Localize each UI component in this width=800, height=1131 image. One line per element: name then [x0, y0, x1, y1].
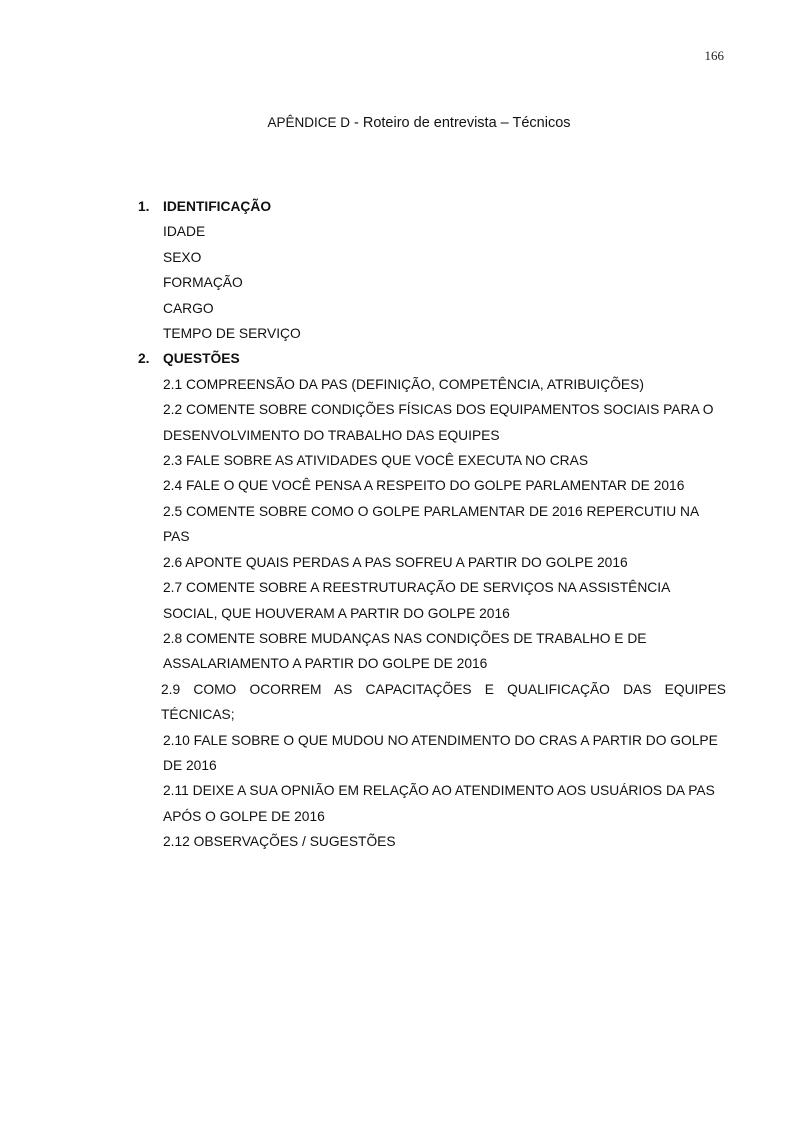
appendix-subtitle: Roteiro de entrevista – Técnicos: [362, 115, 571, 131]
interview-guide: [138, 194, 726, 855]
section-number: 1.: [138, 199, 150, 214]
list-item: 2.12 OBSERVAÇÕES / SUGESTÕES: [163, 834, 396, 850]
list-item: 2.5 COMENTE SOBRE COMO O GOLPE PARLAMENTAR DE 2016 REPERCUTIU NA PAS: [163, 503, 699, 545]
list-item: 2.8 COMENTE SOBRE MUDANÇAS NAS CONDIÇÕES DE TRABALHO E DE ASSALARIAMENTO A PARTIR DO GOLPE DE 2016: [163, 630, 647, 672]
list-item: 2.10 FALE SOBRE O QUE MUDOU NO ATENDIMENTO DO CRAS A PARTIR DO GOLPE DE 2016: [163, 732, 718, 773]
list-item: 2.9 COMO OCORREM AS CAPACITAÇÕES E QUALIFICAÇÃO DAS EQUIPES TÉCNICAS;: [161, 681, 726, 723]
list-item: 2.11 DEIXE A SUA OPNIÃO EM RELAÇÃO AO ATENDIMENTO AOS USUÁRIOS DA PAS APÓS O GOLPE DE 2016: [163, 783, 715, 824]
question-list: [138, 372, 726, 855]
section-title: IDENTIFICAÇÃO: [163, 199, 272, 214]
page-number: 166: [704, 48, 724, 63]
section-title: QUESTÕES: [163, 351, 240, 367]
list-item: FORMAÇÃO: [163, 275, 243, 291]
list-item: 2.2 COMENTE SOBRE CONDIÇÕES FÍSICAS DOS EQUIPAMENTOS SOCIAIS PARA O DESENVOLVIMENTO DO TRABALHO DAS EQUIPES: [163, 402, 714, 443]
list-item: 2.4 FALE O QUE VOCÊ PENSA A RESPEITO DO GOLPE PARLAMENTAR DE 2016: [163, 478, 685, 494]
list-item: IDADE: [163, 224, 206, 240]
list-item: 2.6 APONTE QUAIS PERDAS A PAS SOFREU A PARTIR DO GOLPE 2016: [163, 554, 628, 570]
section-number: 2.: [138, 351, 150, 367]
appendix-title: [0, 115, 800, 131]
list-item: TEMPO DE SERVIÇO: [163, 326, 301, 342]
list-item: 2.1 COMPREENSÃO DA PAS (DEFINIÇÃO, COMPETÊNCIA, ATRIBUIÇÕES): [163, 376, 644, 392]
title-separator: -: [349, 115, 363, 131]
identification-fields: [138, 219, 726, 346]
list-item: 2.3 FALE SOBRE AS ATIVIDADES QUE VOCÊ EXECUTA NO CRAS: [163, 453, 589, 469]
list-item: 2.7 COMENTE SOBRE A REESTRUTURAÇÃO DE SERVIÇOS NA ASSISTÊNCIA SOCIAL, QUE HOUVERAM A PARTIR DO GOLPE 2016: [163, 580, 670, 621]
appendix-label: APÊNDICE D: [267, 115, 350, 130]
section-heading-identificacao: [138, 194, 726, 219]
section-heading-questoes: [138, 346, 726, 371]
list-item: SEXO: [163, 249, 202, 265]
list-item: CARGO: [163, 300, 214, 316]
